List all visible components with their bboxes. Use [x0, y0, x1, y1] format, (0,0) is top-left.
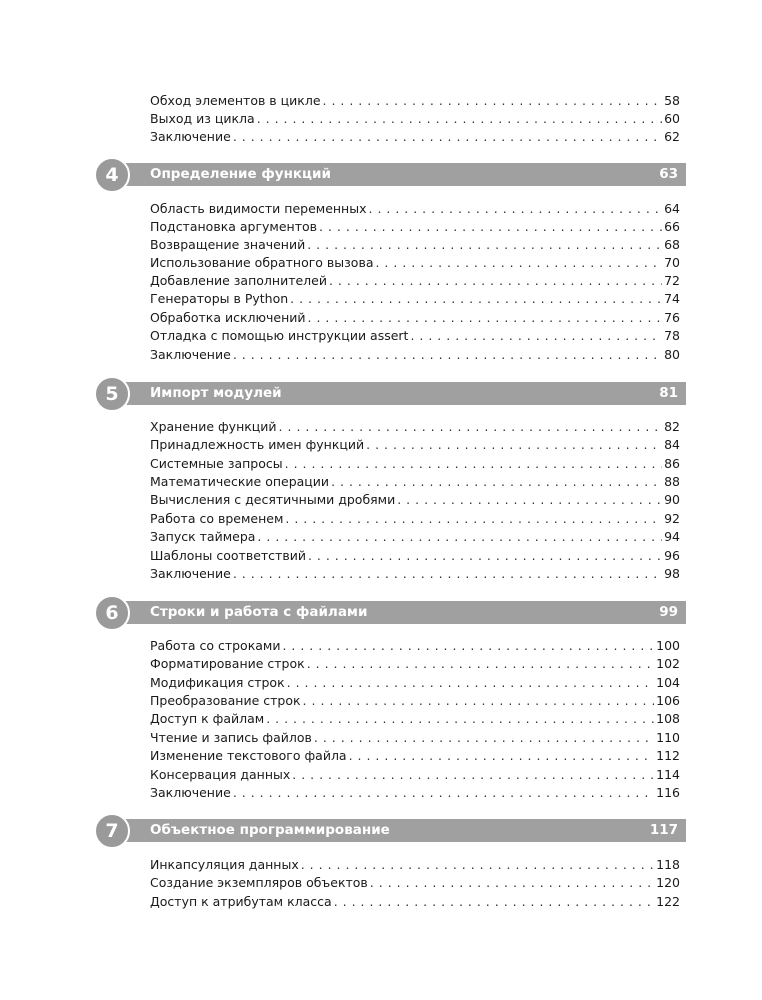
dot-leader [233, 346, 662, 364]
toc-entry[interactable] [150, 674, 680, 692]
toc-entry-page: 114 [656, 767, 680, 782]
toc-entry-page: 68 [664, 237, 680, 252]
toc-entry[interactable] [150, 747, 680, 765]
dot-leader [285, 510, 662, 528]
toc-entry-page: 86 [664, 456, 680, 471]
toc-entry-page: 116 [656, 785, 680, 800]
toc-entry-title: Обработка исключений [150, 310, 306, 325]
dot-leader [292, 766, 654, 784]
toc-entry[interactable] [150, 290, 680, 308]
toc-entry[interactable] [150, 200, 680, 218]
toc-entry[interactable] [150, 766, 680, 784]
toc-entry[interactable] [150, 110, 680, 128]
toc-entry[interactable] [150, 655, 680, 673]
toc-entry[interactable] [150, 272, 680, 290]
toc-entry-page: 78 [664, 328, 680, 343]
chapter-title: Объектное программирование [150, 822, 390, 838]
toc-entry-page: 120 [656, 875, 680, 890]
toc-entry-title: Заключение [150, 785, 231, 800]
toc-entry[interactable] [150, 528, 680, 546]
toc-entry-page: 104 [656, 675, 680, 690]
dot-leader [257, 110, 662, 128]
toc-entry[interactable] [150, 436, 680, 454]
dot-leader [314, 729, 654, 747]
toc-entry-page: 64 [664, 201, 680, 216]
toc-entry-title: Работа со строками [150, 638, 281, 653]
toc-entry-page: 58 [664, 93, 680, 108]
dot-leader [279, 418, 663, 436]
toc-entry-page: 88 [664, 474, 680, 489]
toc-entry-title: Генераторы в Python [150, 291, 289, 306]
toc-entry[interactable] [150, 547, 680, 565]
chapter-page: 63 [659, 166, 678, 182]
toc-entry-title: Возвращение значений [150, 237, 306, 252]
toc-entry-title: Использование обратного вызова [150, 255, 374, 270]
toc-entry-title: Отладка с помощью инструкции assert [150, 328, 409, 343]
chapter-header-7[interactable] [0, 813, 762, 847]
toc-entry-page: 94 [664, 529, 680, 544]
dot-leader [233, 128, 662, 146]
toc-entry-title: Работа со временем [150, 511, 284, 526]
toc-entry[interactable] [150, 455, 680, 473]
toc-entry-title: Форматирование строк [150, 656, 305, 671]
toc-entry[interactable] [150, 729, 680, 747]
toc-entry[interactable] [150, 637, 680, 655]
chapter-number-badge: 5 [94, 376, 130, 412]
dot-leader [323, 92, 663, 110]
toc-entry-page: 108 [656, 711, 680, 726]
dot-leader [331, 473, 662, 491]
toc-entry-title: Добавление заполнителей [150, 273, 327, 288]
toc-entry-page: 80 [664, 347, 680, 362]
toc-entry[interactable] [150, 128, 680, 146]
toc-entry[interactable] [150, 346, 680, 364]
toc-entry-title: Изменение текстового файла [150, 748, 347, 763]
dot-leader [375, 254, 662, 272]
toc-entry-page: 72 [664, 273, 680, 288]
dot-leader [285, 455, 662, 473]
toc-entry-page: 90 [664, 492, 680, 507]
toc-entry-page: 122 [656, 894, 680, 909]
dot-leader [410, 327, 662, 345]
toc-entry-title: Чтение и запись файлов [150, 730, 312, 745]
dot-leader [282, 637, 654, 655]
toc-entry-title: Преобразование строк [150, 693, 301, 708]
dot-leader [301, 856, 654, 874]
toc-entry-page: 62 [664, 129, 680, 144]
toc-entry-title: Системные запросы [150, 456, 283, 471]
toc-entry-page: 102 [656, 656, 680, 671]
chapter-title: Определение функций [150, 166, 331, 182]
dot-leader [307, 236, 662, 254]
toc-entry[interactable] [150, 874, 680, 892]
dot-leader [308, 547, 662, 565]
toc-entry-title: Инкапсуляция данных [150, 857, 299, 872]
dot-leader [334, 893, 654, 911]
chapter-page: 117 [649, 822, 678, 838]
toc-entry-title: Консервация данных [150, 767, 291, 782]
chapter-number-badge: 7 [94, 813, 130, 849]
toc-entry[interactable] [150, 784, 680, 802]
toc-entry[interactable] [150, 510, 680, 528]
dot-leader [266, 710, 654, 728]
dot-leader [290, 290, 662, 308]
dot-leader [287, 674, 655, 692]
toc-entry[interactable] [150, 491, 680, 509]
toc-entry-page: 112 [656, 748, 680, 763]
toc-entry[interactable] [150, 565, 680, 583]
chapter-header-5[interactable] [0, 376, 762, 410]
toc-entry-page: 76 [664, 310, 680, 325]
dot-leader [303, 692, 655, 710]
toc-entry[interactable] [150, 236, 680, 254]
toc-entry-title: Заключение [150, 347, 231, 362]
toc-entry[interactable] [150, 309, 680, 327]
dot-leader [366, 436, 662, 454]
toc-entry-title: Обход элементов в цикле [150, 93, 321, 108]
toc-entry[interactable] [150, 418, 680, 436]
toc-entry-page: 118 [656, 857, 680, 872]
dot-leader [307, 655, 654, 673]
chapter-header-6[interactable] [0, 595, 762, 629]
chapter-page: 99 [659, 604, 678, 620]
toc-entry-page: 82 [664, 419, 680, 434]
toc-entry-title: Заключение [150, 129, 231, 144]
toc-entry[interactable] [150, 856, 680, 874]
toc-entry-page: 92 [664, 511, 680, 526]
toc-entry[interactable] [150, 92, 680, 110]
dot-leader [369, 200, 663, 218]
dot-leader [329, 272, 662, 290]
toc-entry-page: 74 [664, 291, 680, 306]
toc-entry[interactable] [150, 327, 680, 345]
toc-entry-page: 96 [664, 548, 680, 563]
dot-leader [397, 491, 662, 509]
toc-entry-title: Математические операции [150, 474, 330, 489]
toc-entry-page: 60 [664, 111, 680, 126]
toc-entry-page: 70 [664, 255, 680, 270]
chapter-number-badge: 4 [94, 157, 130, 193]
dot-leader [370, 874, 654, 892]
toc-entry-title: Хранение функций [150, 419, 277, 434]
dot-leader [233, 784, 654, 802]
toc-entry[interactable] [150, 710, 680, 728]
chapter-title: Строки и работа с файлами [150, 604, 368, 620]
toc-entry-title: Выход из цикла [150, 111, 255, 126]
toc-entry-title: Область видимости переменных [150, 201, 367, 216]
toc-entry[interactable] [150, 218, 680, 236]
dot-leader [257, 528, 662, 546]
dot-leader [233, 565, 662, 583]
chapter-header-4[interactable] [0, 157, 762, 191]
toc-entry-title: Шаблоны соответствий [150, 548, 306, 563]
toc-entry[interactable] [150, 692, 680, 710]
toc-entry-page: 110 [656, 730, 680, 745]
dot-leader [319, 218, 662, 236]
toc-entry-title: Заключение [150, 566, 231, 581]
toc-entry-page: 84 [664, 437, 680, 452]
toc-entry-page: 66 [664, 219, 680, 234]
toc-entry-page: 106 [656, 693, 680, 708]
toc-entry-page: 100 [656, 638, 680, 653]
toc-entry-title: Доступ к атрибутам класса [150, 894, 332, 909]
chapter-number-badge: 6 [94, 595, 130, 631]
toc-entry-page: 98 [664, 566, 680, 581]
chapter-title: Импорт модулей [150, 385, 282, 401]
chapter-page: 81 [659, 385, 678, 401]
toc-entry-title: Модификация строк [150, 675, 285, 690]
toc-entry[interactable] [150, 473, 680, 491]
toc-entry[interactable] [150, 893, 680, 911]
toc-entry-title: Подстановка аргументов [150, 219, 318, 234]
toc-entry-title: Создание экземпляров объектов [150, 875, 368, 890]
toc-entry-title: Запуск таймера [150, 529, 256, 544]
toc-entry-title: Принадлежность имен функций [150, 437, 365, 452]
dot-leader [308, 309, 663, 327]
dot-leader [349, 747, 655, 765]
toc-entry[interactable] [150, 254, 680, 272]
toc-entry-title: Вычисления с десятичными дробями [150, 492, 396, 507]
toc-entry-title: Доступ к файлам [150, 711, 265, 726]
